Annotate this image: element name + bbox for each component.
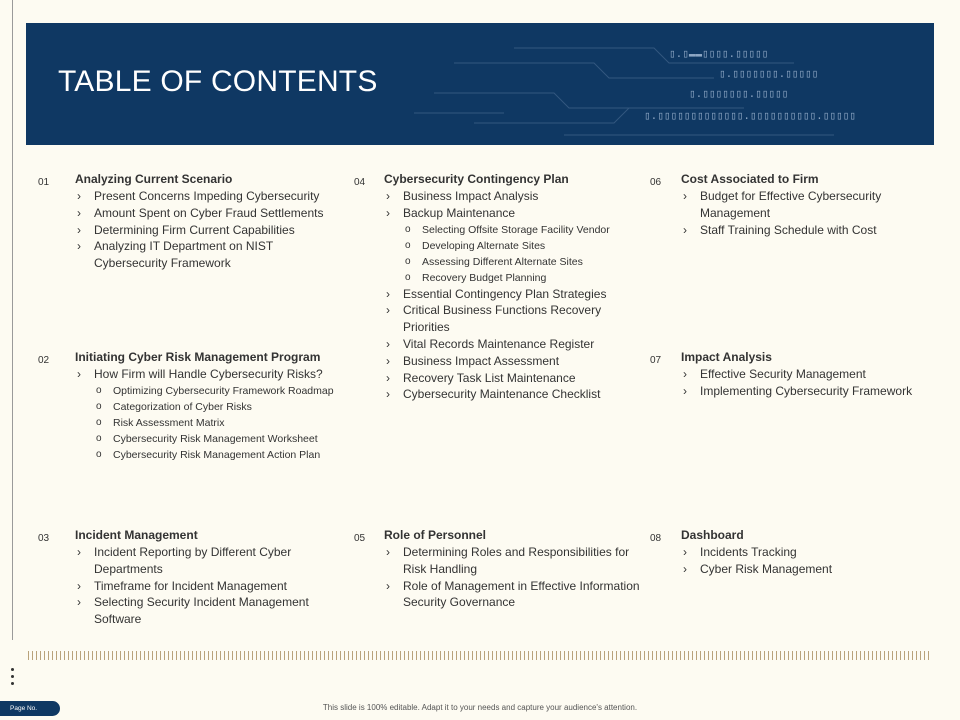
toc-item[interactable] <box>384 205 644 222</box>
chevron-right-icon: › <box>77 595 81 610</box>
toc-item[interactable] <box>75 222 345 239</box>
chevron-right-icon: › <box>386 353 390 368</box>
circle-bullet-icon: o <box>96 416 102 428</box>
circle-bullet-icon: o <box>405 239 411 251</box>
toc-item[interactable] <box>681 222 946 239</box>
toc-item-label: Critical Business Functions Recovery Priorities <box>403 303 602 335</box>
toc-section <box>75 171 345 272</box>
section-title[interactable]: Impact Analysis <box>681 350 772 364</box>
toc-item[interactable] <box>384 188 644 205</box>
chevron-right-icon: › <box>386 370 390 385</box>
toc-subitem-label: Recovery Budget Planning <box>422 271 547 284</box>
toc-item[interactable] <box>75 238 345 272</box>
toc-item-label: Effective Security Management <box>700 367 866 381</box>
toc-item[interactable] <box>384 544 644 578</box>
section-number: 05 <box>354 533 366 544</box>
chevron-right-icon: › <box>386 387 390 402</box>
circle-bullet-icon: o <box>405 255 411 267</box>
toc-item-label: Determining Roles and Responsibilities for Risk Handling <box>403 545 630 576</box>
toc-subitem[interactable] <box>75 415 365 431</box>
toc-item-label: Timeframe for Incident Management <box>94 578 287 593</box>
toc-item[interactable] <box>681 544 946 561</box>
toc-section <box>75 527 345 628</box>
toc-item-label: Cybersecurity Maintenance Checklist <box>403 387 601 402</box>
ellipsis-dots-icon <box>11 668 15 689</box>
toc-item-label: Staff Training Schedule with Cost <box>700 222 877 237</box>
toc-item-label: Selecting Security Incident Management Software <box>94 595 309 627</box>
chevron-right-icon: › <box>683 561 687 576</box>
toc-item[interactable] <box>681 366 946 383</box>
toc-subitem-label: Developing Alternate Sites <box>422 239 546 252</box>
chevron-right-icon: › <box>683 545 687 559</box>
section-title[interactable]: Dashboard <box>681 528 744 542</box>
circle-bullet-icon: o <box>405 223 411 235</box>
chevron-right-icon: › <box>77 578 81 593</box>
toc-item-label: Determining Firm Current Capabilities <box>94 222 295 237</box>
chevron-right-icon: › <box>683 367 687 381</box>
svg-text:▯.▯▯▯▯▯▯▯.▯▯▯▯▯: ▯.▯▯▯▯▯▯▯.▯▯▯▯▯ <box>719 69 819 81</box>
page-number-badge: Page No. <box>0 701 60 716</box>
toc-item[interactable] <box>384 302 644 336</box>
toc-subitem-label: Cybersecurity Risk Management Worksheet <box>113 432 318 445</box>
toc-item-label: Budget for Effective Cybersecurity Management <box>700 189 882 220</box>
svg-text:▯.▯▯▯▯▯▯▯.▯▯▯▯▯: ▯.▯▯▯▯▯▯▯.▯▯▯▯▯ <box>689 89 789 101</box>
toc-subitem-label: Optimizing Cybersecurity Framework Roadmap <box>113 384 334 397</box>
chevron-right-icon: › <box>77 222 81 237</box>
chevron-right-icon: › <box>386 189 390 203</box>
toc-item[interactable] <box>75 594 345 628</box>
chevron-right-icon: › <box>386 286 390 301</box>
toc-item-label: Analyzing IT Department on NIST Cybersecurity Framework <box>94 239 273 271</box>
left-guide-line <box>12 0 13 640</box>
toc-section <box>384 527 644 611</box>
toc-item[interactable] <box>75 366 365 383</box>
toc-item-label: Role of Management in Effective Information Security Governance <box>403 578 640 610</box>
toc-item[interactable] <box>75 188 345 205</box>
toc-item-label: Recovery Task List Maintenance <box>403 370 576 385</box>
chevron-right-icon: › <box>77 367 81 381</box>
toc-item-label: Amount Spent on Cyber Fraud Settlements <box>94 205 324 220</box>
chevron-right-icon: › <box>77 205 81 220</box>
chevron-right-icon: › <box>683 383 687 398</box>
toc-item-label: Business Impact Assessment <box>403 353 560 368</box>
section-number: 04 <box>354 177 366 188</box>
toc-item-label: Vital Records Maintenance Register <box>403 336 595 351</box>
circle-bullet-icon: o <box>96 448 102 460</box>
toc-subitem-label: Risk Assessment Matrix <box>113 416 225 429</box>
toc-item-label: Essential Contingency Plan Strategies <box>403 286 607 301</box>
decorative-ruler <box>28 651 932 660</box>
circle-bullet-icon: o <box>96 400 102 412</box>
circle-bullet-icon: o <box>96 384 102 396</box>
chevron-right-icon: › <box>77 189 81 203</box>
toc-section <box>681 527 946 578</box>
section-title[interactable]: Role of Personnel <box>384 528 487 542</box>
section-title[interactable]: Initiating Cyber Risk Management Program <box>75 350 321 364</box>
toc-item-label: Implementing Cybersecurity Framework <box>700 383 913 398</box>
toc-subitem[interactable] <box>384 238 644 254</box>
section-number: 06 <box>650 177 662 188</box>
toc-subitem[interactable] <box>75 447 365 463</box>
toc-subitem[interactable] <box>384 254 644 270</box>
toc-subitem[interactable] <box>75 383 365 399</box>
section-number: 01 <box>38 177 50 188</box>
circle-bullet-icon: o <box>405 271 411 283</box>
chevron-right-icon: › <box>386 303 390 318</box>
toc-item[interactable] <box>75 205 345 222</box>
chevron-right-icon: › <box>386 545 390 559</box>
section-title[interactable]: Cost Associated to Firm <box>681 172 819 186</box>
title-banner <box>26 23 934 145</box>
svg-text:▯.▯▬▬▯▯▯▯.▯▯▯▯▯: ▯.▯▬▬▯▯▯▯.▯▯▯▯▯ <box>669 49 769 61</box>
toc-item-label: Cyber Risk Management <box>700 561 833 576</box>
toc-subitem[interactable] <box>75 431 365 447</box>
footer-note: This slide is 100% editable. Adapt it to your needs and capture your audience's attention. <box>322 703 638 712</box>
section-number: 03 <box>38 533 50 544</box>
toc-item[interactable] <box>384 578 644 612</box>
page-title: TABLE OF CONTENTS <box>58 65 378 98</box>
toc-subitem-label: Cybersecurity Risk Management Action Plan <box>113 448 321 461</box>
toc-item[interactable] <box>384 286 644 303</box>
chevron-right-icon: › <box>683 222 687 237</box>
toc-item[interactable] <box>681 188 946 222</box>
toc-subitem-label: Selecting Offsite Storage Facility Vendor <box>422 223 610 236</box>
toc-item-label: Backup Maintenance <box>403 205 516 220</box>
toc-subitem-label: Assessing Different Alternate Sites <box>422 255 583 268</box>
circuit-pattern-icon <box>414 23 934 145</box>
toc-section <box>681 171 946 238</box>
section-number: 02 <box>38 355 50 366</box>
svg-text:▯.▯▯▯▯▯▯▯▯▯▯▯▯▯.▯▯▯▯▯▯▯▯▯▯.▯▯▯: ▯.▯▯▯▯▯▯▯▯▯▯▯▯▯.▯▯▯▯▯▯▯▯▯▯.▯▯▯▯▯ <box>644 111 856 123</box>
section-title[interactable]: Cybersecurity Contingency Plan <box>384 172 569 186</box>
toc-subitem[interactable] <box>384 270 644 286</box>
chevron-right-icon: › <box>77 545 81 559</box>
chevron-right-icon: › <box>386 578 390 593</box>
chevron-right-icon: › <box>77 239 81 254</box>
toc-subitem[interactable] <box>75 399 365 415</box>
toc-item[interactable] <box>384 336 644 353</box>
section-title[interactable]: Incident Management <box>75 528 198 542</box>
toc-item[interactable] <box>75 578 345 595</box>
toc-section <box>384 171 644 403</box>
toc-subitem-label: Categorization of Cyber Risks <box>113 400 252 413</box>
toc-item[interactable] <box>384 370 644 387</box>
toc-section <box>681 349 946 400</box>
chevron-right-icon: › <box>683 189 687 203</box>
toc-item-label: How Firm will Handle Cybersecurity Risks? <box>94 367 323 381</box>
toc-item[interactable] <box>384 353 644 370</box>
toc-subitem[interactable] <box>384 222 644 238</box>
circle-bullet-icon: o <box>96 432 102 444</box>
toc-item[interactable] <box>384 386 644 403</box>
toc-item-label: Present Concerns Impeding Cybersecurity <box>94 189 320 203</box>
section-number: 08 <box>650 533 662 544</box>
toc-item-label: Business Impact Analysis <box>403 189 539 203</box>
toc-section <box>75 349 365 463</box>
toc-item[interactable] <box>681 383 946 400</box>
section-number: 07 <box>650 355 662 366</box>
chevron-right-icon: › <box>386 336 390 351</box>
toc-item-label: Incident Reporting by Different Cyber Departments <box>94 545 292 576</box>
section-title[interactable]: Analyzing Current Scenario <box>75 172 233 186</box>
toc-item[interactable] <box>75 544 345 578</box>
chevron-right-icon: › <box>386 205 390 220</box>
toc-item-label: Incidents Tracking <box>700 545 797 559</box>
toc-item[interactable] <box>681 561 946 578</box>
